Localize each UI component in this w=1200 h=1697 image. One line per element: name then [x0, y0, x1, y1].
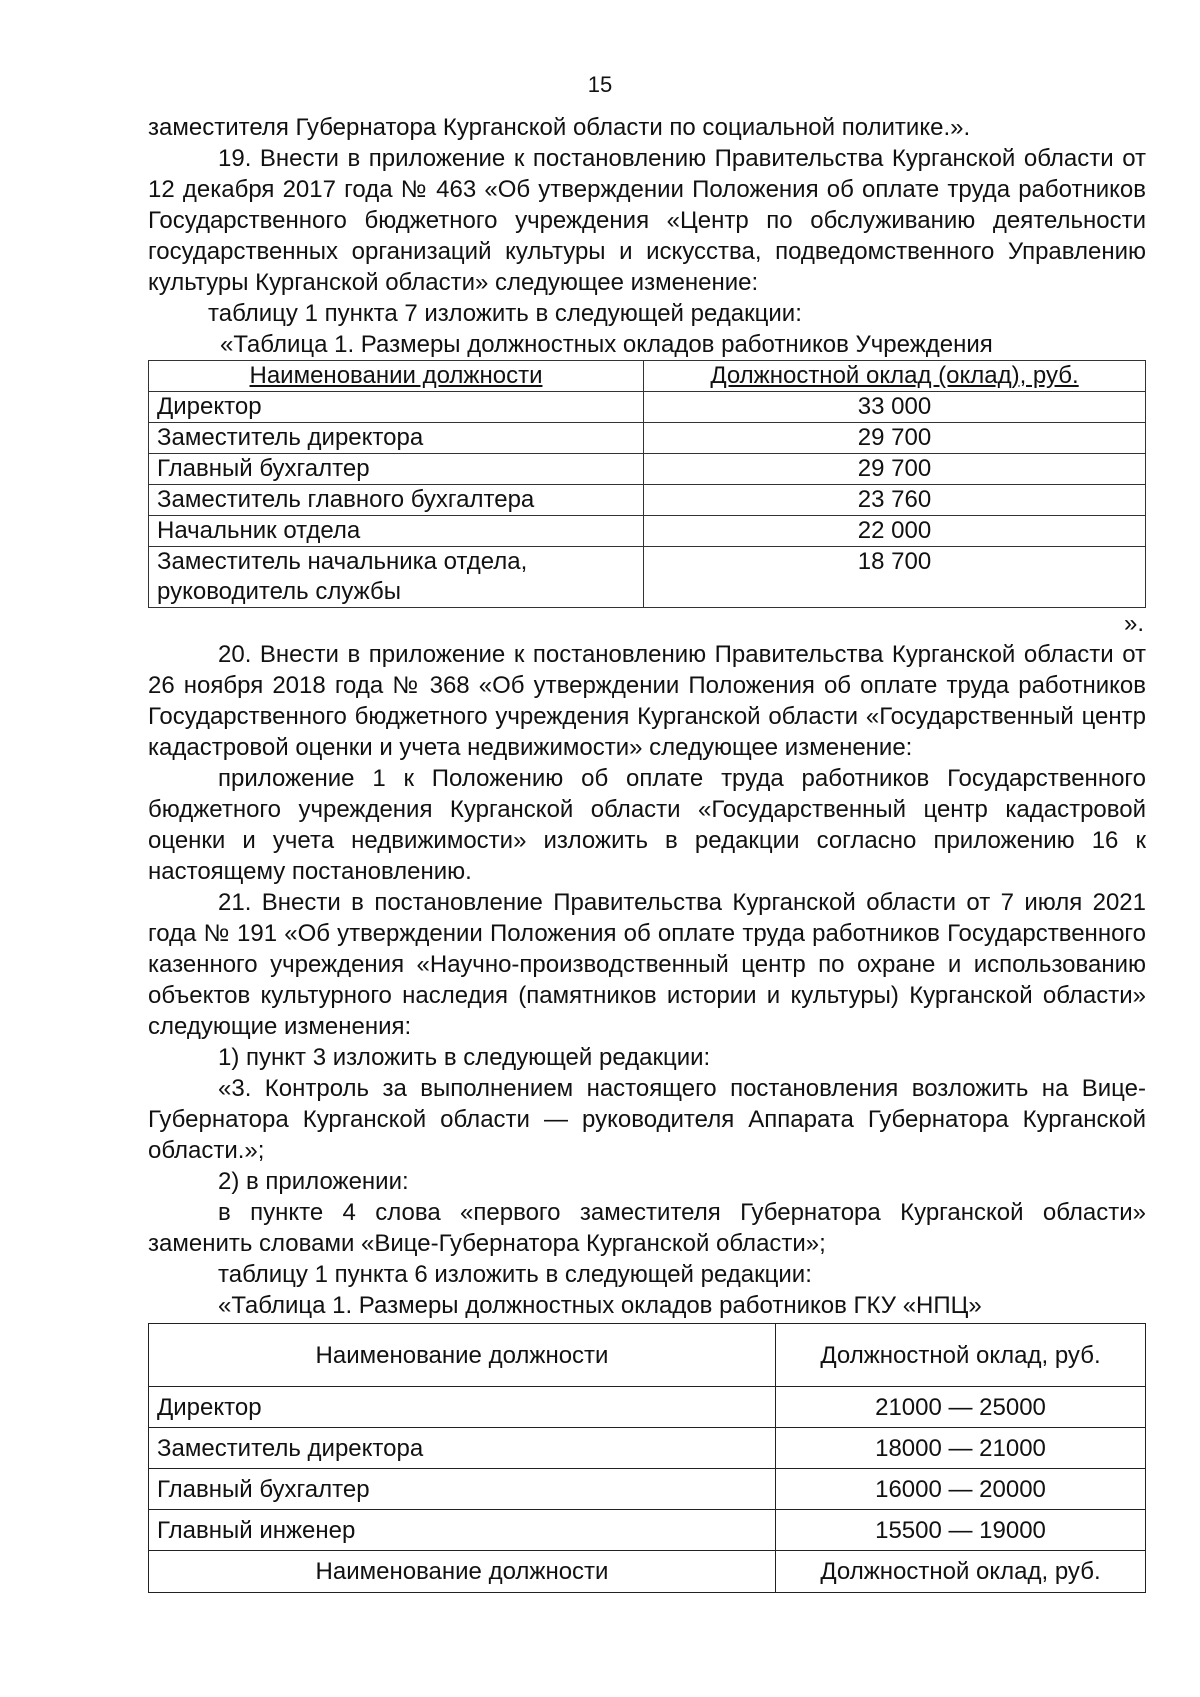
table2-position: Главный инженер: [149, 1510, 776, 1551]
table-row: [149, 392, 1146, 423]
table-row: [149, 547, 1146, 608]
table1-salary: 29 700: [644, 454, 1146, 485]
table-repeat-header-row: [149, 1551, 1146, 1593]
table-header-row: [149, 1324, 1146, 1387]
table-row: [149, 1510, 1146, 1551]
table2-salary: 18000 — 21000: [776, 1428, 1146, 1469]
document-body: [148, 112, 1146, 1593]
item-21-point2-b: таблицу 1 пункта 6 изложить в следующей редакции:: [218, 1261, 812, 1288]
item-21-text: 21. Внести в постановление Правительства Курганской области от 7 июля 2021 года № 191 «Об утверждении Положения об оплате труда работников Государственного казенного учреждения «Научно-производственный центр по охране и использованию объектов культурного наследия (памятников истории и культуры) Курганской области» следующие изменения:: [148, 889, 1146, 1040]
item-20-sub: приложение 1 к Положению об оплате труда работников Государственного бюджетного учреждения Курганской области «Государственный центр кадастровой оценки и учета недвижимости» изложить в редакции согласно приложению 16 к настоящему постановлению.: [148, 765, 1146, 885]
table2-salary: 16000 — 20000: [776, 1469, 1146, 1510]
table-row: [149, 454, 1146, 485]
table1-position: Заместитель начальника отдела, руководитель службы: [149, 547, 644, 608]
table1-caption: «Таблица 1. Размеры должностных окладов работников Учреждения: [220, 331, 993, 358]
table2: [148, 1323, 1146, 1593]
item-21-point1-quote: «3. Контроль за выполнением настоящего постановления возложить на Вице-Губернатора Курганской области — руководителя Аппарата Губернатора Курганской области.»;: [148, 1075, 1146, 1164]
page-number: 15: [587, 72, 613, 97]
table1-position: Заместитель директора: [149, 423, 644, 454]
table2-repeat-header-position: Наименование должности: [149, 1551, 776, 1593]
table1-salary: 22 000: [644, 516, 1146, 547]
table-row: [149, 1469, 1146, 1510]
table2-repeat-header-salary: Должностной оклад, руб.: [776, 1551, 1146, 1593]
table-row: [149, 485, 1146, 516]
table1-position: Заместитель главного бухгалтера: [149, 485, 644, 516]
item-19-text: 19. Внести в приложение к постановлению Правительства Курганской области от 12 декабря 2017 года № 463 «Об утверждении Положения об оплате труда работников Государственного бюджетного учреждения «Центр по обслуживанию деятельности государственных организаций культуры и искусства, подведомственного Управлению культуры Курганской области» следующее изменение:: [148, 145, 1146, 296]
item-21-point2-a: в пункте 4 слова «первого заместителя Губернатора Курганской области» заменить словами «Вице-Губернатора Курганской области»;: [148, 1199, 1146, 1257]
table2-header-position: Наименование должности: [149, 1324, 776, 1387]
item-20-text: 20. Внести в приложение к постановлению Правительства Курганской области от 26 ноября 2018 года № 368 «Об утверждении Положения об оплате труда работников Государственного бюджетного учреждения Курганской области «Государственный центр кадастровой оценки и учета недвижимости» следующее изменение:: [148, 641, 1146, 761]
table2-position: Главный бухгалтер: [149, 1469, 776, 1510]
table-row: [149, 1428, 1146, 1469]
item-19-sub: таблицу 1 пункта 7 изложить в следующей редакции:: [208, 300, 802, 327]
intro-line: заместителя Губернатора Курганской области по социальной политике.».: [148, 114, 971, 141]
table1-salary: 29 700: [644, 423, 1146, 454]
table2-position: Заместитель директора: [149, 1428, 776, 1469]
table1-position: Начальник отдела: [149, 516, 644, 547]
table2-caption: «Таблица 1. Размеры должностных окладов работников ГКУ «НПЦ»: [218, 1292, 982, 1319]
table1-salary: 23 760: [644, 485, 1146, 516]
item-21-point1: 1) пункт 3 изложить в следующей редакции:: [218, 1044, 711, 1071]
table-row: [149, 423, 1146, 454]
table-row: [149, 516, 1146, 547]
table2-salary: 21000 — 25000: [776, 1387, 1146, 1428]
table-header-row: [149, 361, 1146, 392]
table2-position: Директор: [149, 1387, 776, 1428]
table1-salary: 33 000: [644, 392, 1146, 423]
item-21-point2: 2) в приложении:: [218, 1168, 409, 1195]
table-row: [149, 1387, 1146, 1428]
table1-position: Директор: [149, 392, 644, 423]
table1-closing-quote: ».: [1123, 610, 1144, 637]
table2-header-salary: Должностной оклад, руб.: [776, 1324, 1146, 1387]
table1-salary: 18 700: [644, 547, 1146, 608]
table1: [148, 360, 1146, 608]
table1-position: Главный бухгалтер: [149, 454, 644, 485]
table1-header-position: Наименовании должности: [149, 361, 644, 392]
table2-salary: 15500 — 19000: [776, 1510, 1146, 1551]
table1-header-salary: Должностной оклад (оклад), руб.: [644, 361, 1146, 392]
